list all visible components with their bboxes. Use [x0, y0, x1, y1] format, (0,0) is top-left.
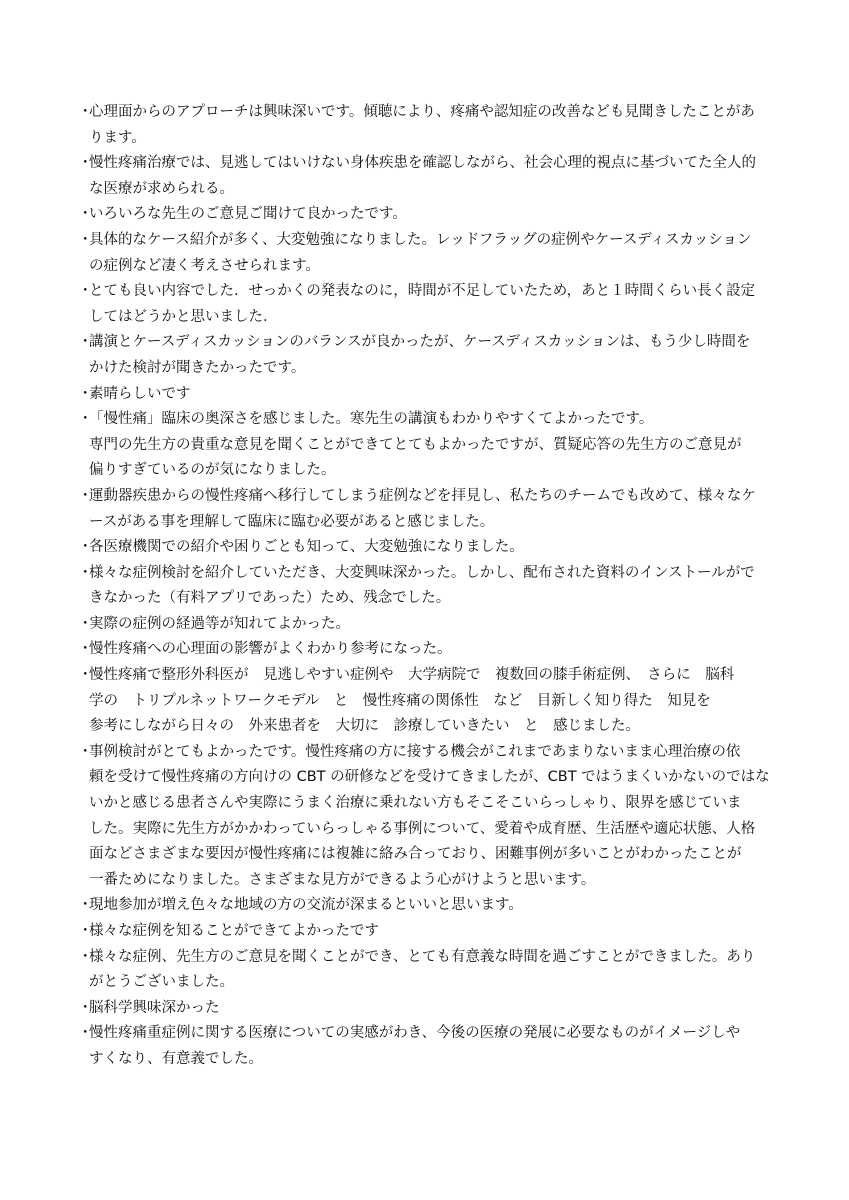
bullet-marker: ・	[78, 539, 93, 556]
bullet-marker: ・	[78, 564, 93, 581]
comment-line: 実際の症例の経過等が知れてよかった。	[89, 615, 350, 632]
bullet-marker: ・	[78, 385, 93, 402]
comment-line: 学の トリプルネットワークモデル と 慢性疼痛の関係性 など 目新しく知り得た 知見を	[89, 692, 711, 709]
feedback-comments-list	[78, 100, 774, 1073]
comment-line: 様々な症例、先生方のご意見を聞くことができ、とても有意義な時間を過ごすことができました。あり	[89, 948, 756, 965]
bullet-marker: ・	[78, 334, 93, 351]
comment-line: 脳科学興味深かった	[89, 999, 220, 1016]
comment-line: 事例検討がとてもよかったです。慢性疼痛の方に接する機会がこれまであまりないまま心理治療の依	[89, 743, 741, 760]
bullet-marker: ・	[78, 999, 93, 1016]
comment-item	[78, 945, 774, 996]
comment-item	[78, 202, 774, 228]
comment-item	[78, 535, 774, 561]
comment-line: 慢性疼痛治療では、見逃してはいけない身体疾患を確認しながら、社会心理的視点に基づいてた全人的	[89, 155, 756, 172]
comment-item	[78, 151, 774, 202]
bullet-marker: ・	[78, 104, 93, 120]
bullet-marker: ・	[78, 641, 93, 658]
comment-item	[78, 740, 774, 894]
bullet-marker: ・	[78, 155, 93, 172]
comment-item	[78, 484, 774, 535]
comment-item	[78, 330, 774, 381]
comment-item	[78, 612, 774, 638]
comment-item	[78, 561, 774, 612]
comment-item	[78, 228, 774, 279]
comment-item	[78, 663, 774, 740]
comment-line: 「慢性痛」臨床の奥深さを感じました。寒先生の講演もわかりやすくてよかったです。	[89, 411, 654, 428]
bullet-marker: ・	[78, 206, 93, 223]
bullet-marker: ・	[78, 615, 93, 632]
bullet-marker: ・	[78, 897, 93, 914]
comment-line: 偏りすぎているのが気になりました。	[89, 462, 336, 479]
bullet-marker: ・	[78, 743, 93, 760]
comment-line: な医療が求められる。	[89, 180, 234, 197]
comment-item	[78, 1021, 774, 1072]
comment-line: ります。	[89, 129, 146, 146]
comment-line: 様々な症例を知ることができてよかったです	[89, 923, 379, 939]
comment-line: 現地参加が増え色々な地域の方の交流が深まるといいと思います。	[89, 897, 523, 914]
bullet-marker: ・	[78, 283, 93, 300]
comment-line: いろいろな先生のご意見ご聞けて良かったです。	[89, 206, 407, 223]
bullet-marker: ・	[78, 411, 93, 428]
comment-line: とても良い内容でした．せっかくの発表なのに，時間が不足していたため，あと１時間くらい長く設定	[89, 283, 756, 300]
comment-item	[78, 407, 774, 484]
comment-line: 様々な症例検討を紹介していただき、大変興味深かった。しかし、配布された資料のインストールがで	[89, 564, 755, 581]
comment-line: 素晴らしいです	[89, 385, 191, 402]
bullet-marker: ・	[78, 1025, 93, 1042]
comment-line: 一番ためになりました。さまざまな見方ができるよう心がけようと思います。	[89, 871, 596, 888]
comment-line: 慢性疼痛重症例に関する医療についての実感がわき、今後の医療の発展に必要なものがイメージしや	[89, 1025, 741, 1042]
bullet-marker: ・	[78, 487, 93, 504]
comment-line: 専門の先生方の貴重な意見を聞くことができてとてもよかったですが、質疑応答の先生方のご意見が	[89, 436, 742, 453]
comment-item	[78, 382, 774, 408]
comment-item	[78, 996, 774, 1022]
comment-item	[78, 100, 774, 151]
comment-line: の症例など凄く考えさせられます。	[89, 257, 320, 274]
comment-item	[78, 637, 774, 663]
comment-line: がとうございました。	[89, 974, 234, 991]
bullet-marker: ・	[78, 231, 93, 248]
comment-line: してはどうかと思いました．	[89, 308, 278, 325]
comment-line: 慢性疼痛で整形外科医が 見逃しやすい症例や 大学病院で 複数回の膝手術症例、 さらに 脳科	[89, 667, 735, 684]
comment-line: すくなり、有意義でした。	[89, 1050, 263, 1067]
comment-item	[78, 279, 774, 330]
comment-line: 参考にしながら日々の 外来患者を 大切に 診療していきたい と 感じました。	[89, 718, 640, 735]
comment-line: 心理面からのアプローチは興味深いです。傾聴により、疼痛や認知症の改善なども見聞きしたことがあ	[89, 104, 755, 120]
comment-line: 具体的なケース紹介が多く、大変勉強になりました。レッドフラッグの症例やケースディスカッション	[89, 231, 752, 248]
comment-line: 運動器疾患からの慢性疼痛へ移行してしまう症例などを拝見し、私たちのチームでも改めて、様々なケ	[89, 487, 756, 504]
comment-line: 講演とケースディスカッションのバランスが良かったが、ケースディスカッションは、もう少し時間を	[89, 334, 751, 351]
comment-line: いかと感じる患者さんや実際にうまく治療に乗れない方もそこそこいらっしゃり、限界を感じていま	[89, 795, 742, 812]
bullet-marker: ・	[78, 667, 93, 684]
comment-line: かけた検討が聞きたかったです。	[89, 359, 306, 376]
comment-item	[78, 893, 774, 919]
comment-line: 各医療機関での紹介や困りごとも知って、大変勉強になりました。	[89, 539, 524, 556]
bullet-marker: ・	[78, 923, 93, 939]
comment-item	[78, 919, 774, 945]
comment-line: 慢性疼痛への心理面の影響がよくわかり参考になった。	[89, 641, 452, 658]
comment-line: きなかった（有料アプリであった）ため、残念でした。	[89, 590, 451, 607]
bullet-marker: ・	[78, 948, 93, 965]
comment-line: 面などさまざまな要因が慢性疼痛には複雑に絡み合っており、困難事例が多いことがわかったことが	[89, 846, 742, 863]
comment-line: した。実際に先生方がかかわっていらっしゃる事例について、愛着や成育歴、生活歴や適応状態、人格	[89, 820, 756, 837]
comment-line: ースがある事を理解して臨床に臨む必要があると感じました。	[89, 513, 495, 530]
comment-line: 頼を受けて慢性疼痛の方向けの CBT の研修などを受けてきましたが、CBT ではうまくいかないのではな	[89, 769, 770, 786]
